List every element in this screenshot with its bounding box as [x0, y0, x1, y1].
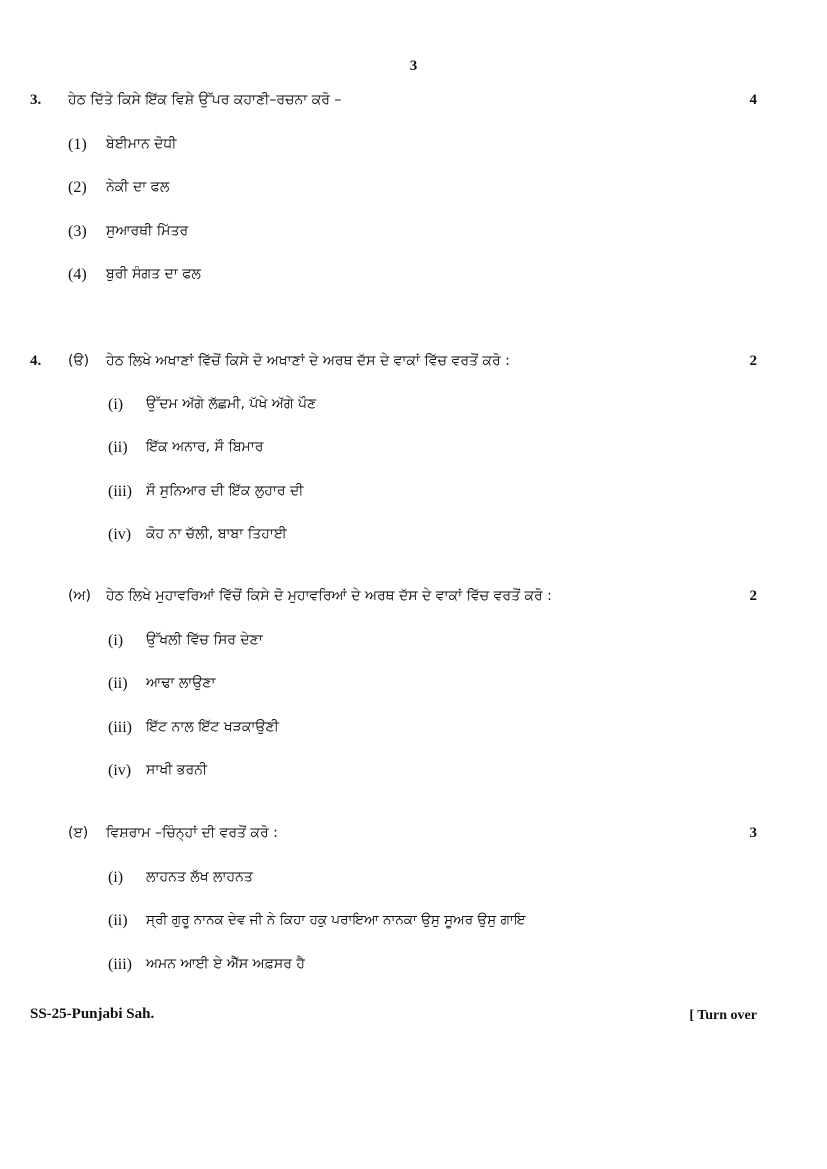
question-3-marks: 4	[749, 92, 757, 108]
q3-option-number: (1)	[68, 136, 87, 153]
q4b-item-text: ਉੱਖਲੀ ਵਿੱਚ ਸਿਰ ਦੇਣਾ	[146, 632, 263, 648]
q4a-label: (ੳ)	[68, 353, 90, 369]
q4b-item-number: (iii)	[108, 719, 132, 736]
q4b-item-text: ਇੱਟ ਨਾਲ ਇੱਟ ਖੜਕਾਉਣੀ	[146, 719, 279, 735]
q4b-item-text: ਸਾਖੀ ਭਰਨੀ	[146, 762, 208, 778]
q3-option-text: ਬੇਈਮਾਨ ਦੋਧੀ	[106, 136, 177, 152]
q4c-item-text: ਅਮਨ ਆਈ ਏ ਐੱਸ ਅਫ਼ਸਰ ਹੈ	[146, 956, 305, 972]
q4a-item-number: (iii)	[108, 483, 132, 500]
q3-option-number: (4)	[68, 266, 87, 283]
q4b-marks: 2	[749, 588, 757, 604]
question-4-number: 4.	[30, 353, 42, 369]
q4b-label: (ਅ)	[68, 588, 91, 604]
paper-code: SS-25-Punjabi Sah.	[30, 1006, 155, 1022]
turn-over-label: [ Turn over	[689, 1008, 757, 1023]
q3-option-number: (2)	[68, 179, 87, 196]
q4a-item-number: (iv)	[108, 526, 132, 543]
q4c-marks: 3	[749, 825, 757, 841]
q4a-item-text: ਉੱਦਮ ਅੱਗੇ ਲੱਛਮੀ, ਪੱਖੇ ਅੱਗੇ ਪੌਣ	[146, 396, 317, 412]
q4a-text: ਹੇਠ ਲਿਖੇ ਅਖਾਣਾਂ ਵਿੱਚੋਂ ਕਿਸੇ ਦੋ ਅਖਾਣਾਂ ਦੇ ਅਰਥ ਦੱਸ ਦੇ ਵਾਕਾਂ ਵਿੱਚ ਵਰਤੋਂ ਕਰੋ :	[106, 353, 510, 369]
q3-option-text: ਨੇਕੀ ਦਾ ਫਲ	[106, 179, 170, 195]
q3-option-text: ਬੁਰੀ ਸੰਗਤ ਦਾ ਫਲ	[106, 266, 201, 282]
q4b-item-text: ਆਢਾ ਲਾਉਣਾ	[146, 675, 216, 691]
q4c-item-text: ਸ੍ਰੀ ਗੁਰੂ ਨਾਨਕ ਦੇਵ ਜੀ ਨੇ ਕਿਹਾ ਹਕੁ ਪਰਾਇਆ ਨਾਨਕਾ ਉਸੁ ਸੂਅਰ ਉਸੁ ਗਾਇ	[146, 912, 526, 928]
q4b-text: ਹੇਠ ਲਿਖੇ ਮੁਹਾਵਰਿਆਂ ਵਿੱਚੋਂ ਕਿਸੇ ਦੋ ਮੁਹਾਵਰਿਆਂ ਦੇ ਅਰਥ ਦੱਸ ਦੇ ਵਾਕਾਂ ਵਿੱਚ ਵਰਤੋਂ ਕਰੋ :	[106, 588, 552, 604]
q4a-item-number: (i)	[108, 396, 124, 413]
page-number: 3	[409, 58, 418, 74]
q4a-item-text: ਸੌ ਸੁਨਿਆਰ ਦੀ ਇੱਕ ਲੁਹਾਰ ਦੀ	[146, 483, 304, 499]
q4c-item-text: ਲਾਹਨਤ ਲੱਖ ਲਾਹਨਤ	[146, 869, 253, 885]
q4c-label: (ੲ)	[68, 825, 89, 841]
q4c-text: ਵਿਸ਼ਰਾਮ –ਚਿੰਨ੍ਹਾਂ ਦੀ ਵਰਤੋਂ ਕਰੋ :	[106, 825, 278, 841]
q4a-item-text: ਇੱਕ ਅਨਾਰ, ਸੌ ਬਿਮਾਰ	[146, 439, 264, 455]
q4b-item-number: (ii)	[108, 675, 128, 692]
question-3-number: 3.	[30, 92, 42, 108]
q3-option-text: ਸੁਆਰਥੀ ਮਿੱਤਰ	[106, 223, 189, 239]
q4c-item-number: (iii)	[108, 956, 132, 973]
q4c-item-number: (i)	[108, 869, 124, 886]
q3-option-number: (3)	[68, 223, 87, 240]
q4a-item-text: ਕੋਹ ਨਾ ਚੱਲੀ, ਬਾਬਾ ਤਿਹਾਈ	[146, 526, 287, 542]
q4a-item-number: (ii)	[108, 439, 128, 456]
q4b-item-number: (i)	[108, 632, 124, 649]
q4a-marks: 2	[749, 353, 757, 369]
q4b-item-number: (iv)	[108, 762, 132, 779]
q4c-item-number: (ii)	[108, 912, 128, 929]
question-3-text: ਹੇਠ ਦਿੱਤੇ ਕਿਸੇ ਇੱਕ ਵਿਸ਼ੇ ਉੱਪਰ ਕਹਾਣੀ–ਰਚਨਾ ਕਰੋ –	[68, 92, 342, 108]
